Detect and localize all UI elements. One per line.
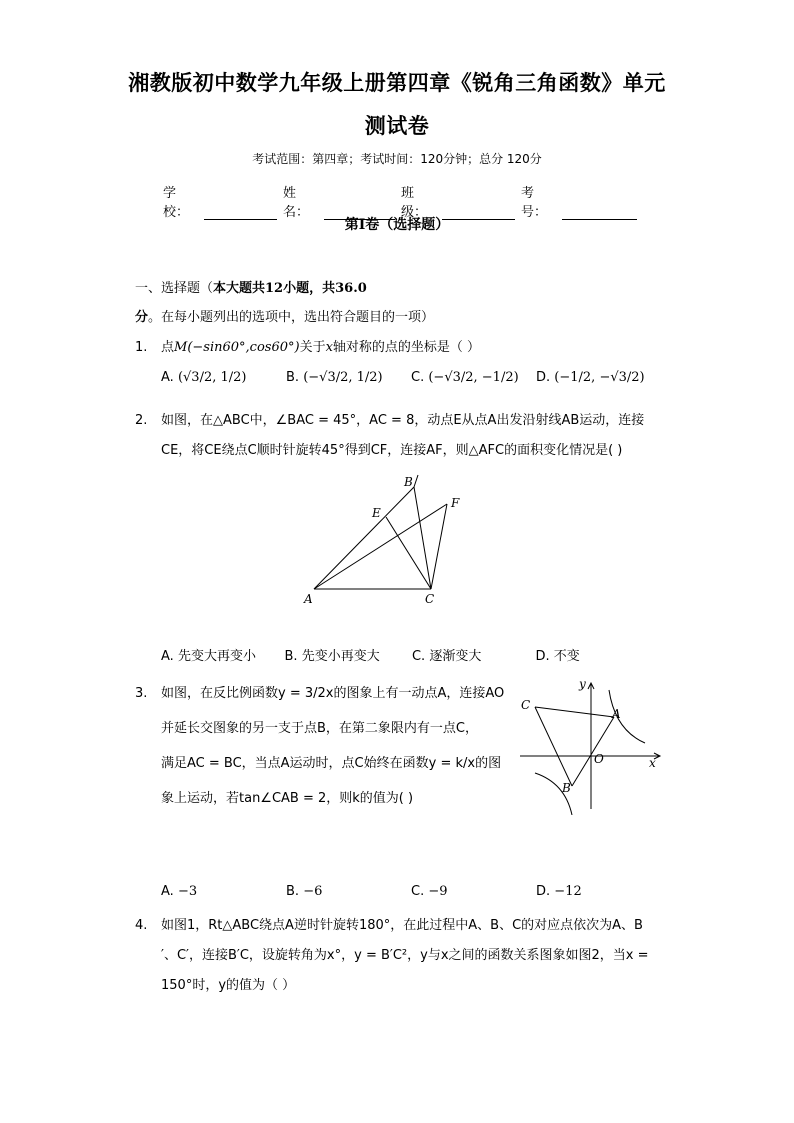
question-3 (135, 676, 510, 806)
q3-line-4: 象上运动，若tan∠CAB = 2，则k的值为( ) (161, 791, 414, 806)
option-value: 先变小再变大 (301, 649, 380, 664)
question-4 (135, 911, 665, 1003)
question-number: 3. (135, 686, 148, 701)
option-d[interactable] (536, 884, 661, 899)
option-value: −9 (428, 884, 448, 899)
question-number: 2. (135, 413, 148, 428)
question-1 (135, 333, 665, 363)
section-bold: 本大题共12小题，共36.0分 (135, 281, 367, 325)
q1-point-m: M(−sin60°,cos60°) (174, 340, 300, 355)
q3-line-1: 如图，在反比例函数y = 3/2x的图象上有一动点A，连接AO (161, 686, 505, 701)
question-text (161, 911, 665, 1001)
section-tail: 。在每小题列出的选项中，选出符合题目的一项） (148, 310, 435, 325)
question-text (161, 333, 665, 363)
option-label: C. (411, 370, 425, 385)
q1-x-axis: x (325, 340, 333, 355)
option-value: (√3/2, 1/2) (177, 370, 247, 385)
option-value: (−√3/2, 1/2) (303, 370, 383, 385)
question-3-options (161, 884, 661, 899)
segment-cf (431, 504, 447, 589)
exam-number-label: 考号： (521, 186, 548, 220)
q4-line-2: ′、C′，连接B′C，设旋转角为x°，y = B′C²，y与x之间的函数关系图象如图2，当x = (161, 948, 649, 963)
question-2 (135, 406, 665, 466)
segment-bc (414, 487, 431, 589)
section-lead: 一、选择题（ (135, 281, 214, 296)
school-label: 学校： (163, 186, 190, 220)
section-heading (135, 274, 665, 332)
option-c[interactable] (411, 370, 536, 385)
q1-text-c: 轴对称的点的坐标是（ ） (332, 340, 481, 355)
option-label: A. (161, 884, 174, 899)
option-c[interactable] (411, 884, 536, 899)
question-1-options (161, 370, 661, 385)
q3-line-3: 满足AC = BC，当点A运动时，点C始终在函数y = k/x的图 (161, 756, 502, 771)
segment-ec (386, 517, 431, 589)
option-label: B. (286, 884, 300, 899)
label-x: x (649, 756, 656, 770)
q4-line-1: 如图1，Rt△ABC绕点A逆时针旋转180°，在此过程中A、B、C的对应点依次为A、B (161, 918, 643, 933)
exam-info: 考试范围：第四章；考试时间：120分钟；总分 120分 (252, 152, 542, 166)
option-value: 逐渐变大 (429, 649, 482, 664)
option-value: −12 (554, 884, 582, 899)
q2-line-2: CE，将CE绕点C顺时针旋转45°得到CF，连接AF，则△AFC的面积变化情况是( ) (161, 443, 623, 458)
exam-title-line2: 测试卷 (364, 113, 430, 138)
option-c[interactable] (412, 645, 536, 664)
q1-text-a: 点 (161, 340, 175, 355)
option-d[interactable] (535, 645, 661, 664)
volume-heading: 第Ⅰ卷（选择题） (344, 217, 450, 233)
exam-title-line1: 湘教版初中数学九年级上册第四章《锐角三角函数》单元 (128, 70, 666, 95)
q2-line-1: 如图，在△ABC中，∠BAC = 45°，AC = 8，动点E从点A出发沿射线AB运动，连接 (161, 413, 645, 428)
class-label: 班级： (401, 186, 428, 220)
option-label: A. (161, 370, 174, 385)
option-b[interactable] (285, 645, 412, 664)
label-e: E (372, 506, 381, 520)
q1-text-b: 关于 (299, 340, 326, 355)
q3-figure (515, 675, 665, 815)
option-a[interactable] (161, 370, 286, 385)
option-a[interactable] (161, 884, 286, 899)
option-label: B. (284, 649, 298, 664)
option-value: −3 (177, 884, 198, 899)
question-text (161, 406, 665, 466)
option-b[interactable] (286, 884, 411, 899)
q4-line-3: 150°时，y的值为（ ） (161, 978, 296, 993)
option-value: −6 (303, 884, 323, 899)
option-value: (−1/2, −√3/2) (554, 370, 645, 385)
name-label: 姓名： (283, 186, 310, 220)
label-a: A (304, 592, 313, 606)
q3-line-2: 并延长交图象的另一支于点B，在第二象限内有一点C， (161, 721, 478, 736)
option-label: C. (411, 884, 425, 899)
option-value: (−√3/2, −1/2) (428, 370, 519, 385)
option-label: C. (411, 649, 426, 664)
label-c: C (425, 592, 435, 606)
question-number: 1. (135, 340, 148, 355)
segment-ab (572, 717, 614, 786)
option-label: D. (536, 884, 551, 899)
label-o: O (594, 752, 604, 766)
label-b: B (562, 781, 571, 795)
q2-figure (300, 470, 480, 610)
label-b: B (404, 475, 413, 489)
question-text (161, 676, 510, 816)
label-f: F (451, 496, 460, 510)
question-number: 4. (135, 918, 148, 933)
option-label: D. (536, 370, 551, 385)
ray-extension (414, 475, 418, 487)
label-y: y (579, 677, 586, 691)
label-c: C (521, 698, 531, 712)
option-label: D. (535, 649, 550, 664)
segment-ca (535, 707, 614, 717)
option-label: A. (161, 649, 174, 664)
segment-cb (535, 707, 572, 786)
option-a[interactable] (161, 645, 285, 664)
option-value: 先变大再变小 (177, 649, 256, 664)
option-d[interactable] (536, 370, 661, 385)
question-2-options (161, 645, 661, 664)
option-value: 不变 (553, 649, 580, 664)
label-a: A (612, 707, 621, 721)
option-label: B. (286, 370, 300, 385)
option-b[interactable] (286, 370, 411, 385)
